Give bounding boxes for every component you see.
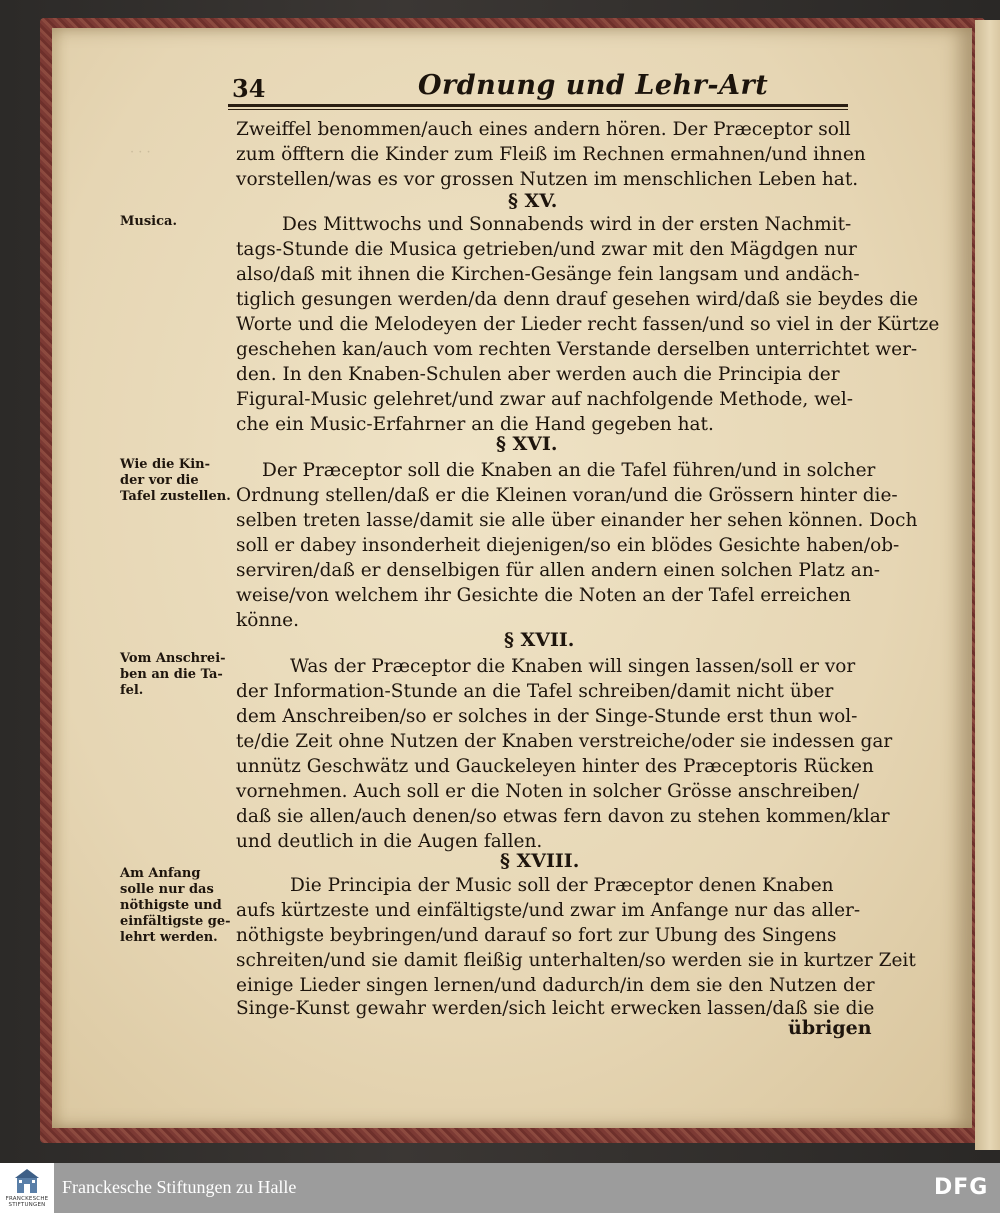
catchword: übrigen (788, 1017, 872, 1039)
text-line: daß sie allen/auch denen/so etwas fern davon zu stehen kommen/klar (236, 806, 890, 827)
dfg-logo[interactable]: DFG (934, 1175, 989, 1200)
page-header (232, 70, 846, 106)
margin-note: Vom Anschrei- ben an die Ta- fel. (120, 651, 226, 698)
text-line: tags-Stunde die Musica getrieben/und zwar mit den Mägdgen nur (236, 239, 857, 260)
text-line: aufs kürtzeste und einfältigste/und zwar im Anfange nur das aller- (236, 900, 861, 921)
section-heading: § XVI. (496, 433, 558, 455)
text-line: und deutlich in die Augen fallen. (236, 831, 543, 852)
text-line: dem Anschreiben/so er solches in der Singe-Stunde erst thun wol- (236, 706, 858, 727)
text-line: den. In den Knaben-Schulen aber werden auch die Principia der (236, 364, 840, 385)
adjacent-page-edge (975, 20, 1000, 1150)
institution-logo[interactable] (0, 1163, 54, 1213)
text-line: Des Mittwochs und Sonnabends wird in der ersten Nachmit- (282, 214, 852, 235)
text-line: soll er dabey insonderheit diejenigen/so ein blödes Gesichte haben/ob- (236, 535, 900, 556)
text-line: also/daß mit ihnen die Kirchen-Gesänge fein langsam und andäch- (236, 264, 860, 285)
text-line: serviren/daß er denselbigen für allen andern einen solchen Platz an- (236, 560, 880, 581)
text-line: Was der Præceptor die Knaben will singen lassen/soll er vor (290, 656, 856, 677)
text-line: schreiten/und sie damit fleißig unterhalten/so werden sie in kurtzer Zeit (236, 950, 916, 971)
header-rule (228, 104, 848, 107)
text-line: Figural-Music gelehret/und zwar auf nachfolgende Methode, wel- (236, 389, 854, 410)
text-line: Zweiffel benommen/auch eines andern hören. Der Præceptor soll (236, 119, 851, 140)
viewer-footer (0, 1163, 1000, 1213)
text-line: nöthigste beybringen/und darauf so fort zur Ubung des Singens (236, 925, 837, 946)
text-line: vornehmen. Auch soll er die Noten in solcher Grösse anschreiben/ (236, 781, 860, 802)
text-line: Die Principia der Music soll der Præceptor denen Knaben (290, 875, 834, 896)
margin-note: Musica. (120, 214, 177, 229)
text-line: der Information-Stunde an die Tafel schreiben/damit nicht über (236, 681, 834, 702)
section-heading: § XV. (508, 190, 558, 212)
text-line: könne. (236, 610, 300, 631)
margin-note: Am Anfang solle nur das nöthigste und einfältigste ge- lehrt werden. (120, 866, 231, 945)
institution-name[interactable]: Franckesche Stiftungen zu Halle (62, 1177, 297, 1197)
text-line: vorstellen/was es vor grossen Nutzen im menschlichen Leben hat. (236, 169, 859, 190)
show-through-text: · · · (130, 145, 151, 160)
section-heading: § XVIII. (500, 850, 580, 872)
page-number: 34 (232, 74, 266, 103)
header-rule-thin (228, 109, 848, 110)
text-line: Singe-Kunst gewahr werden/sich leicht erwecken lassen/daß sie die (236, 998, 875, 1019)
logo-wordmark: FRANCKESCHE STIFTUNGEN (5, 1196, 49, 1208)
text-line: te/die Zeit ohne Nutzen der Knaben verstreiche/oder sie indessen gar (236, 731, 893, 752)
text-line: weise/von welchem ihr Gesichte die Noten an der Tafel erreichen (236, 585, 851, 606)
text-line: unnütz Geschwätz und Gauckeleyen hinter des Præceptoris Rücken (236, 756, 874, 777)
running-title: Ordnung und Lehr-Art (418, 70, 769, 101)
section-heading: § XVII. (504, 629, 575, 651)
text-line: che ein Music-Erfahrner an die Hand gegeben hat. (236, 414, 714, 435)
text-line: zum öfftern die Kinder zum Fleiß im Rechnen ermahnen/und ihnen (236, 144, 866, 165)
text-line: selben treten lasse/damit sie alle über einander her sehen können. Doch (236, 510, 918, 531)
orphanage-building-icon (13, 1167, 41, 1195)
text-line: tiglich gesungen werden/da denn drauf gesehen wird/daß sie beydes die (236, 289, 919, 310)
text-line: Worte und die Melodeyen der Lieder recht fassen/und so viel in der Kürtze (236, 314, 940, 335)
text-line: Der Præceptor soll die Knaben an die Tafel führen/und in solcher (262, 460, 876, 481)
text-line: geschehen kan/auch vom rechten Verstande derselben unterrichtet wer- (236, 339, 918, 360)
margin-note: Wie die Kin- der vor die Tafel zustellen. (120, 457, 231, 504)
text-line: Ordnung stellen/daß er die Kleinen voran/und die Grössern hinter die- (236, 485, 898, 506)
text-line: einige Lieder singen lernen/und dadurch/in dem sie den Nutzen der (236, 975, 875, 996)
